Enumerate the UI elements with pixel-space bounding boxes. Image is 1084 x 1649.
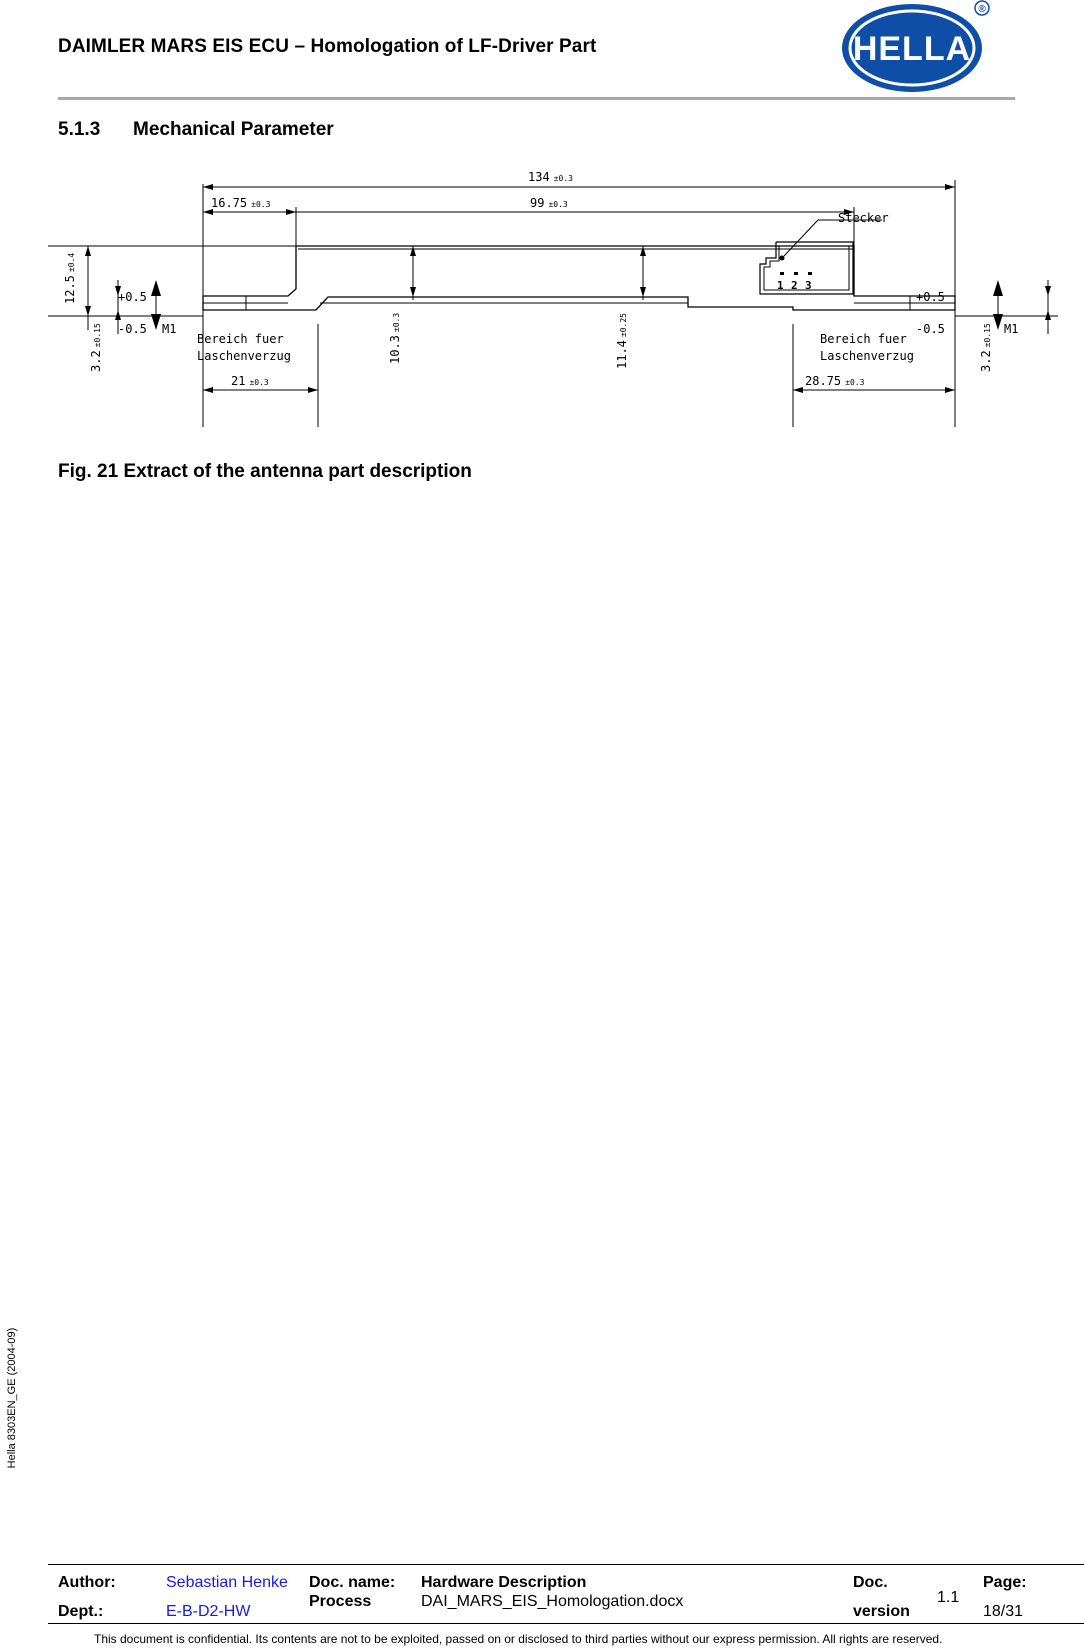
tolerance-up-left	[151, 280, 161, 296]
figure-caption: Fig. 21 Extract of the antenna part description	[58, 461, 472, 482]
zone-label-left-2: Laschenverzug	[197, 349, 291, 363]
arrow	[410, 287, 416, 297]
connector-dot	[780, 256, 785, 261]
arrow	[115, 310, 121, 320]
section-heading	[58, 119, 334, 141]
arrow	[793, 387, 803, 393]
pin-mark	[794, 272, 798, 275]
zone-label-right-1: Bereich fuer	[820, 332, 907, 346]
dim-text-12-5: 12.5±0.4	[63, 252, 77, 304]
dept-label: Dept.:	[58, 1603, 104, 1620]
arrow	[640, 287, 646, 297]
pin-1: 1	[777, 279, 784, 292]
arrow	[85, 306, 91, 316]
tol-minus-left: -0.5	[118, 322, 147, 336]
dim-text-10-3: 10.3±0.3	[388, 312, 402, 364]
page-value: 18/31	[983, 1603, 1024, 1620]
section-number: 5.1.3	[58, 119, 101, 140]
tolerance-up-right	[993, 280, 1003, 296]
footer-rule-bottom	[48, 1623, 1084, 1624]
page-label: Page:	[983, 1574, 1027, 1591]
pin-mark	[780, 272, 784, 275]
datum-right: M1	[1004, 322, 1019, 336]
arrow	[640, 246, 646, 256]
pin-3: 3	[805, 279, 812, 292]
docname-label: Doc. name:	[309, 1574, 396, 1591]
tol-plus-left: +0.5	[118, 290, 147, 304]
dept-value: E-B-D2-HW	[166, 1603, 251, 1620]
process-label: Process	[309, 1593, 372, 1610]
antenna-technical-drawing	[48, 172, 1060, 430]
tol-plus-right: +0.5	[916, 290, 945, 304]
datum-left: M1	[162, 322, 177, 336]
arrow	[1045, 286, 1051, 296]
arrow	[945, 184, 955, 190]
dim-text-28-75: 28.75 ±0.3	[805, 374, 865, 388]
registered-mark: ®	[978, 4, 986, 15]
arrow	[203, 184, 213, 190]
header-rule	[58, 97, 1015, 100]
arrow	[410, 246, 416, 256]
arrow	[286, 209, 296, 215]
confidentiality-notice: This document is confidential. Its contents are not to be exploited, passed on or disclosed to third parties without our express permission. All rights are reserved.	[94, 1632, 943, 1646]
part-profile	[203, 246, 955, 310]
document-header-title: DAIMLER MARS EIS ECU – Homologation of LF-Driver Part	[58, 36, 597, 57]
pin-mark	[808, 272, 812, 275]
dim-text-21: 21 ±0.3	[231, 374, 269, 388]
tol-minus-right: -0.5	[916, 322, 945, 336]
connector-leader	[784, 220, 818, 256]
dim-text-99: 99 ±0.3	[530, 196, 568, 210]
docname-value: Hardware Description	[421, 1574, 587, 1591]
version-value: 1.1	[937, 1589, 960, 1606]
footer-rule-top	[48, 1564, 1084, 1565]
dim-text-3-2-left: 3.2±0.15	[89, 323, 103, 372]
connector-label: Stecker	[838, 211, 889, 225]
tolerance-down-left	[151, 314, 161, 330]
doc-label: Doc.	[853, 1574, 888, 1591]
hella-logo	[840, 0, 992, 96]
version-label: version	[853, 1603, 910, 1620]
logo-text: HELLA	[852, 30, 972, 68]
author-label: Author:	[58, 1574, 116, 1591]
author-value: Sebastian Henke	[166, 1574, 288, 1591]
pin-2: 2	[791, 279, 798, 292]
zone-label-left-1: Bereich fuer	[197, 332, 284, 346]
form-number-note: Hella 8303EN_GE (2004-09)	[6, 1327, 18, 1469]
zone-label-right-2: Laschenverzug	[820, 349, 914, 363]
tolerance-down-right	[993, 314, 1003, 330]
arrow	[945, 387, 955, 393]
dim-text-16-75: 16.75 ±0.3	[211, 196, 271, 210]
section-title: Mechanical Parameter	[133, 119, 334, 140]
arrow	[203, 387, 213, 393]
arrow	[308, 387, 318, 393]
dim-text-3-2-right: 3.2±0.15	[979, 323, 993, 372]
arrow	[85, 246, 91, 256]
dim-text-11-4: 11.4±0.25	[615, 313, 629, 369]
filename-value: DAI_MARS_EIS_Homologation.docx	[421, 1593, 684, 1610]
arrow	[1045, 310, 1051, 320]
dim-text-134: 134 ±0.3	[528, 172, 573, 184]
